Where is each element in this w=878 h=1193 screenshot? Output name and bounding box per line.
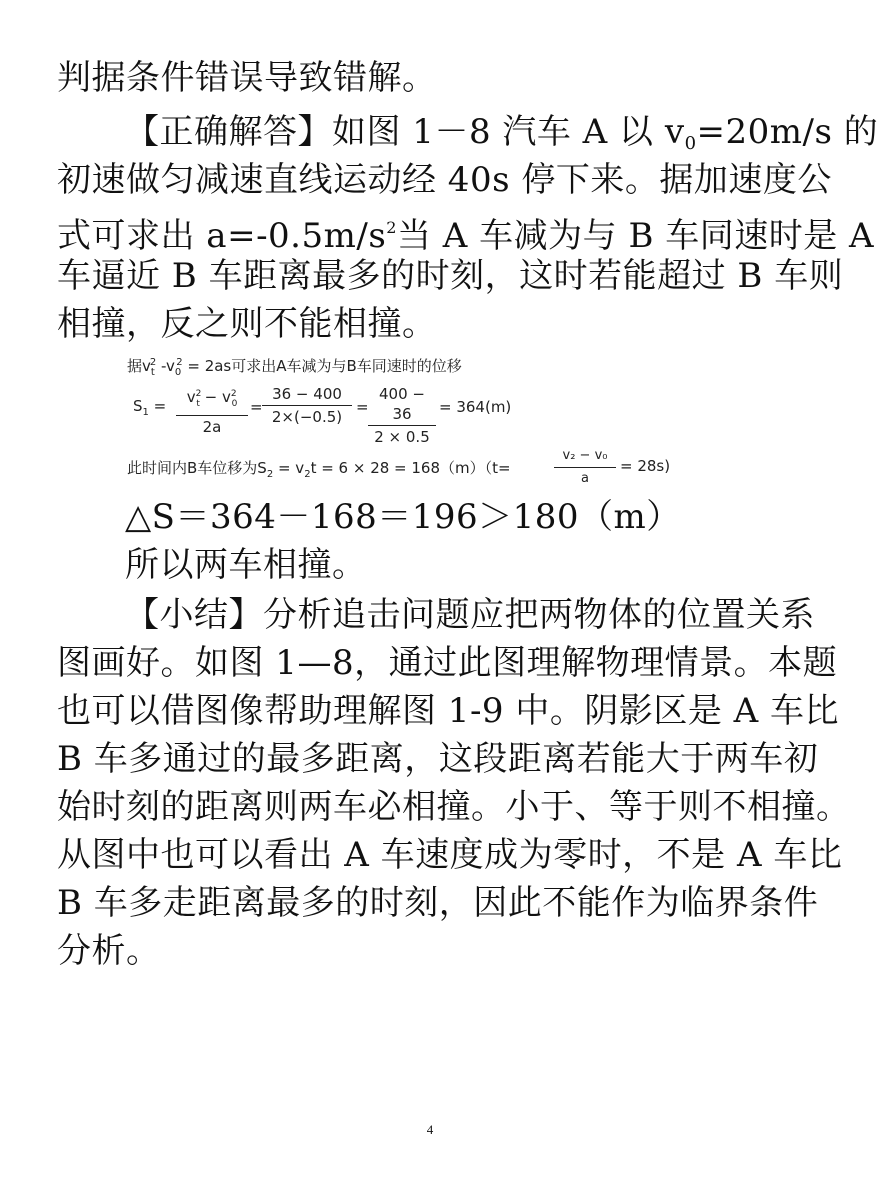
paragraph-line: 【小结】分析追击问题应把两物体的位置关系 xyxy=(125,595,815,635)
equals-sign: = xyxy=(356,398,369,416)
page-number: 4 xyxy=(426,1122,434,1137)
paragraph-line: 判据条件错误导致错解。 xyxy=(57,58,437,98)
paragraph-line: 初速做匀减速直线运动经 40s 停下来。据加速度公 xyxy=(57,160,832,200)
paragraph-line: 式可求出 $a=-0.5m/s^2$当 A 车减为与 B 车同速时是 A xyxy=(57,216,875,256)
paragraph-line: 【正确解答】如图 1－8 汽车 A 以 $v_0=20m/s$ 的 xyxy=(125,112,878,154)
paragraph-line: 图画好。如图 1—8，通过此图理解物理情景。本题 xyxy=(57,643,838,683)
fraction-3: 400 − 36 2 × 0.5 xyxy=(368,384,436,447)
fraction-1: $v^2_t - v^2_0$ 2a xyxy=(176,384,248,437)
paragraph-line: B 车多通过的最多距离，这段距离若能大于两车初 xyxy=(57,739,819,779)
fraction-2: 36 − 400 2×(−0.5) xyxy=(262,384,352,427)
paragraph-line: 分析。 xyxy=(57,931,161,971)
formula-line-3: 此时间内B车位移为$S_2 = v_2t = 6 \times 28 = 168(m)(t=$ xyxy=(127,459,511,480)
paragraph-line: 始时刻的距离则两车必相撞。小于、等于则不相撞。 xyxy=(57,787,851,827)
paragraph-line: 也可以借图像帮助理解图 1-9 中。阴影区是 A 车比 xyxy=(57,691,840,731)
fraction-4: v₂ − v₀ a xyxy=(554,446,616,489)
result-364: = 364(m) xyxy=(439,398,512,416)
paragraph-line: 所以两车相撞。 xyxy=(125,545,367,585)
equals-sign: = xyxy=(250,398,263,416)
formula-line-1: 据$v_t^2$ $-v_0^2 = 2as$可求出A车减为与B车同速时的位移 xyxy=(127,357,462,378)
paragraph-line: △S＝364－168＝196＞180（m） xyxy=(125,497,681,537)
formula-s1-label: $S_1$ = xyxy=(133,397,167,418)
result-28s: = 28s) xyxy=(620,457,671,475)
paragraph-line: B 车多走距离最多的时刻，因此不能作为临界条件 xyxy=(57,883,819,923)
paragraph-line: 从图中也可以看出 A 车速度成为零时，不是 A 车比 xyxy=(57,835,843,875)
paragraph-line: 相撞，反之则不能相撞。 xyxy=(57,304,437,344)
paragraph-line: 车逼近 B 车距离最多的时刻，这时若能超过 B 车则 xyxy=(57,256,844,296)
